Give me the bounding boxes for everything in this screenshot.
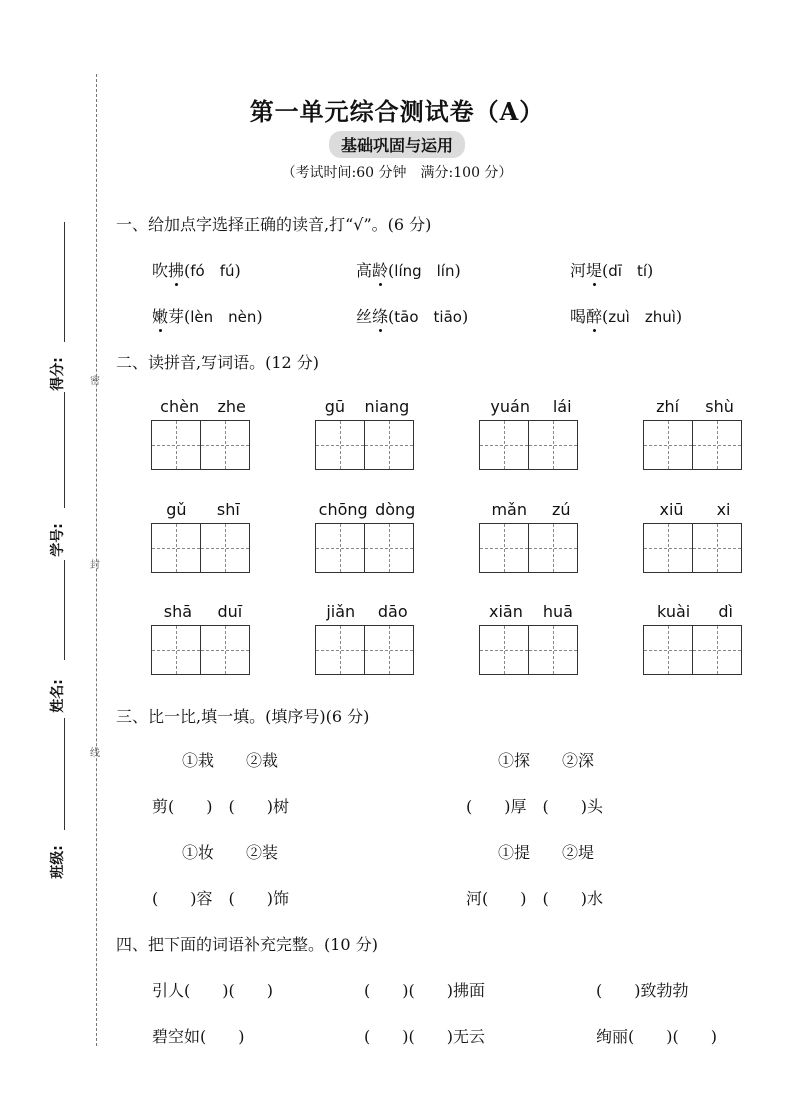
section2-heading: 二、读拼音,写词语。(12 分) — [116, 353, 320, 372]
class-label: 班级: — [49, 845, 66, 879]
pinyin-syllable: shī — [216, 500, 240, 519]
pinyin-syllable: dāo — [377, 602, 408, 621]
writing-cell[interactable] — [692, 523, 742, 573]
writing-cell[interactable] — [528, 420, 578, 470]
writing-cell[interactable] — [643, 625, 693, 675]
pinyin-syllable: yuán — [490, 397, 530, 416]
writing-cell[interactable] — [315, 523, 365, 573]
idiom-blank[interactable]: 引人( )( ) — [152, 981, 273, 1000]
pinyin-label — [315, 602, 419, 621]
writing-cell[interactable] — [692, 625, 742, 675]
writing-cell[interactable] — [200, 523, 250, 573]
writing-cell[interactable] — [692, 420, 742, 470]
section1-heading: 一、给加点字选择正确的读音,打“√”。(6 分) — [116, 215, 432, 234]
writing-cell[interactable] — [200, 420, 250, 470]
writing-cell[interactable] — [528, 523, 578, 573]
pinyin-syllable: zhí — [656, 397, 680, 416]
writing-cell[interactable] — [151, 625, 201, 675]
fill-blank-row[interactable]: ( )厚 ( )头 — [466, 797, 603, 816]
options-row: ①妆 ②装 — [182, 843, 279, 862]
pinyin-syllable: kuài — [657, 602, 691, 621]
writing-cell[interactable] — [528, 625, 578, 675]
pinyin-label — [151, 602, 255, 621]
idiom-blank[interactable]: ( )( )拂面 — [364, 981, 485, 1000]
pinyin-label — [643, 500, 747, 519]
pinyin-syllable: mǎn — [491, 500, 527, 519]
writing-cell[interactable] — [151, 523, 201, 573]
pinyin-label — [479, 500, 583, 519]
pinyin-label — [643, 397, 747, 416]
idiom-blank[interactable]: 绚丽( )( ) — [596, 1027, 717, 1046]
pronunciation-item[interactable]: 丝绦(tāo tiāo) — [356, 307, 469, 326]
writing-cell[interactable] — [364, 420, 414, 470]
writing-cell[interactable] — [479, 523, 529, 573]
fill-blank-row[interactable]: 河( ) ( )水 — [466, 889, 603, 908]
pinyin-syllable: zú — [551, 500, 571, 519]
score-line — [64, 222, 65, 342]
pinyin-syllable: jiǎn — [326, 602, 356, 621]
idiom-blank[interactable]: ( )致勃勃 — [596, 981, 689, 1000]
pinyin-label — [479, 602, 583, 621]
options-row: ①栽 ②裁 — [182, 751, 279, 770]
pinyin-syllable: dòng — [375, 500, 416, 519]
pronunciation-item[interactable]: 吹拂(fó fú) — [152, 261, 241, 280]
pronunciation-item[interactable]: 喝醉(zuì zhuì) — [570, 307, 683, 326]
writing-cell[interactable] — [200, 625, 250, 675]
exam-info: （考试时间:60 分钟 满分:100 分） — [281, 165, 513, 181]
class-line — [64, 718, 65, 830]
pinyin-syllable: shù — [705, 397, 734, 416]
cut-char-line: 线 — [90, 748, 100, 759]
score-label: 得分: — [49, 357, 66, 391]
writing-cell[interactable] — [643, 523, 693, 573]
pronunciation-item[interactable]: 嫩芽(lèn nèn) — [152, 307, 263, 326]
pinyin-label — [479, 397, 583, 416]
student-id-line-top — [64, 392, 65, 508]
fill-blank-row[interactable]: 剪( ) ( )树 — [152, 797, 289, 816]
writing-cell[interactable] — [479, 625, 529, 675]
cut-char-close: 封 — [90, 560, 100, 571]
pinyin-syllable: zhe — [217, 397, 246, 416]
writing-cell[interactable] — [151, 420, 201, 470]
pinyin-syllable: niang — [364, 397, 410, 416]
writing-cell[interactable] — [479, 420, 529, 470]
idiom-blank[interactable]: 碧空如( ) — [152, 1027, 245, 1046]
pinyin-label — [643, 602, 747, 621]
pinyin-syllable: xiū — [659, 500, 684, 519]
options-row: ①提 ②堤 — [498, 843, 595, 862]
pinyin-syllable: xi — [716, 500, 731, 519]
idiom-blank[interactable]: ( )( )无云 — [364, 1027, 485, 1046]
pinyin-syllable: lái — [552, 397, 572, 416]
student-id-label: 学号: — [49, 523, 66, 557]
pinyin-syllable: chōng — [318, 500, 368, 519]
page-subtitle: 基础巩固与运用 — [329, 131, 465, 158]
name-label: 姓名: — [49, 679, 66, 713]
writing-cell[interactable] — [315, 625, 365, 675]
pronunciation-item[interactable]: 河堤(dī tí) — [570, 261, 654, 280]
pinyin-syllable: gǔ — [166, 500, 187, 519]
pinyin-syllable: dì — [718, 602, 733, 621]
cut-char-seal: 密 — [90, 376, 100, 387]
pinyin-syllable: xiān — [489, 602, 523, 621]
page-title: 第一单元综合测试卷（A） — [249, 97, 545, 126]
pinyin-syllable: gū — [324, 397, 346, 416]
pinyin-syllable: duī — [217, 602, 243, 621]
pinyin-syllable: shā — [163, 602, 193, 621]
pinyin-label — [151, 397, 255, 416]
fill-blank-row[interactable]: ( )容 ( )饰 — [152, 889, 289, 908]
name-line — [64, 560, 65, 660]
pronunciation-item[interactable]: 高龄(líng lín) — [356, 261, 461, 280]
writing-cell[interactable] — [364, 625, 414, 675]
writing-cell[interactable] — [315, 420, 365, 470]
section3-heading: 三、比一比,填一填。(填序号)(6 分) — [116, 707, 370, 726]
options-row: ①探 ②深 — [498, 751, 595, 770]
pinyin-label — [315, 500, 419, 519]
writing-cell[interactable] — [643, 420, 693, 470]
pinyin-syllable: chèn — [160, 397, 200, 416]
pinyin-syllable: huā — [542, 602, 573, 621]
section4-heading: 四、把下面的词语补充完整。(10 分) — [116, 935, 378, 954]
pinyin-label — [315, 397, 419, 416]
writing-cell[interactable] — [364, 523, 414, 573]
pinyin-label — [151, 500, 255, 519]
